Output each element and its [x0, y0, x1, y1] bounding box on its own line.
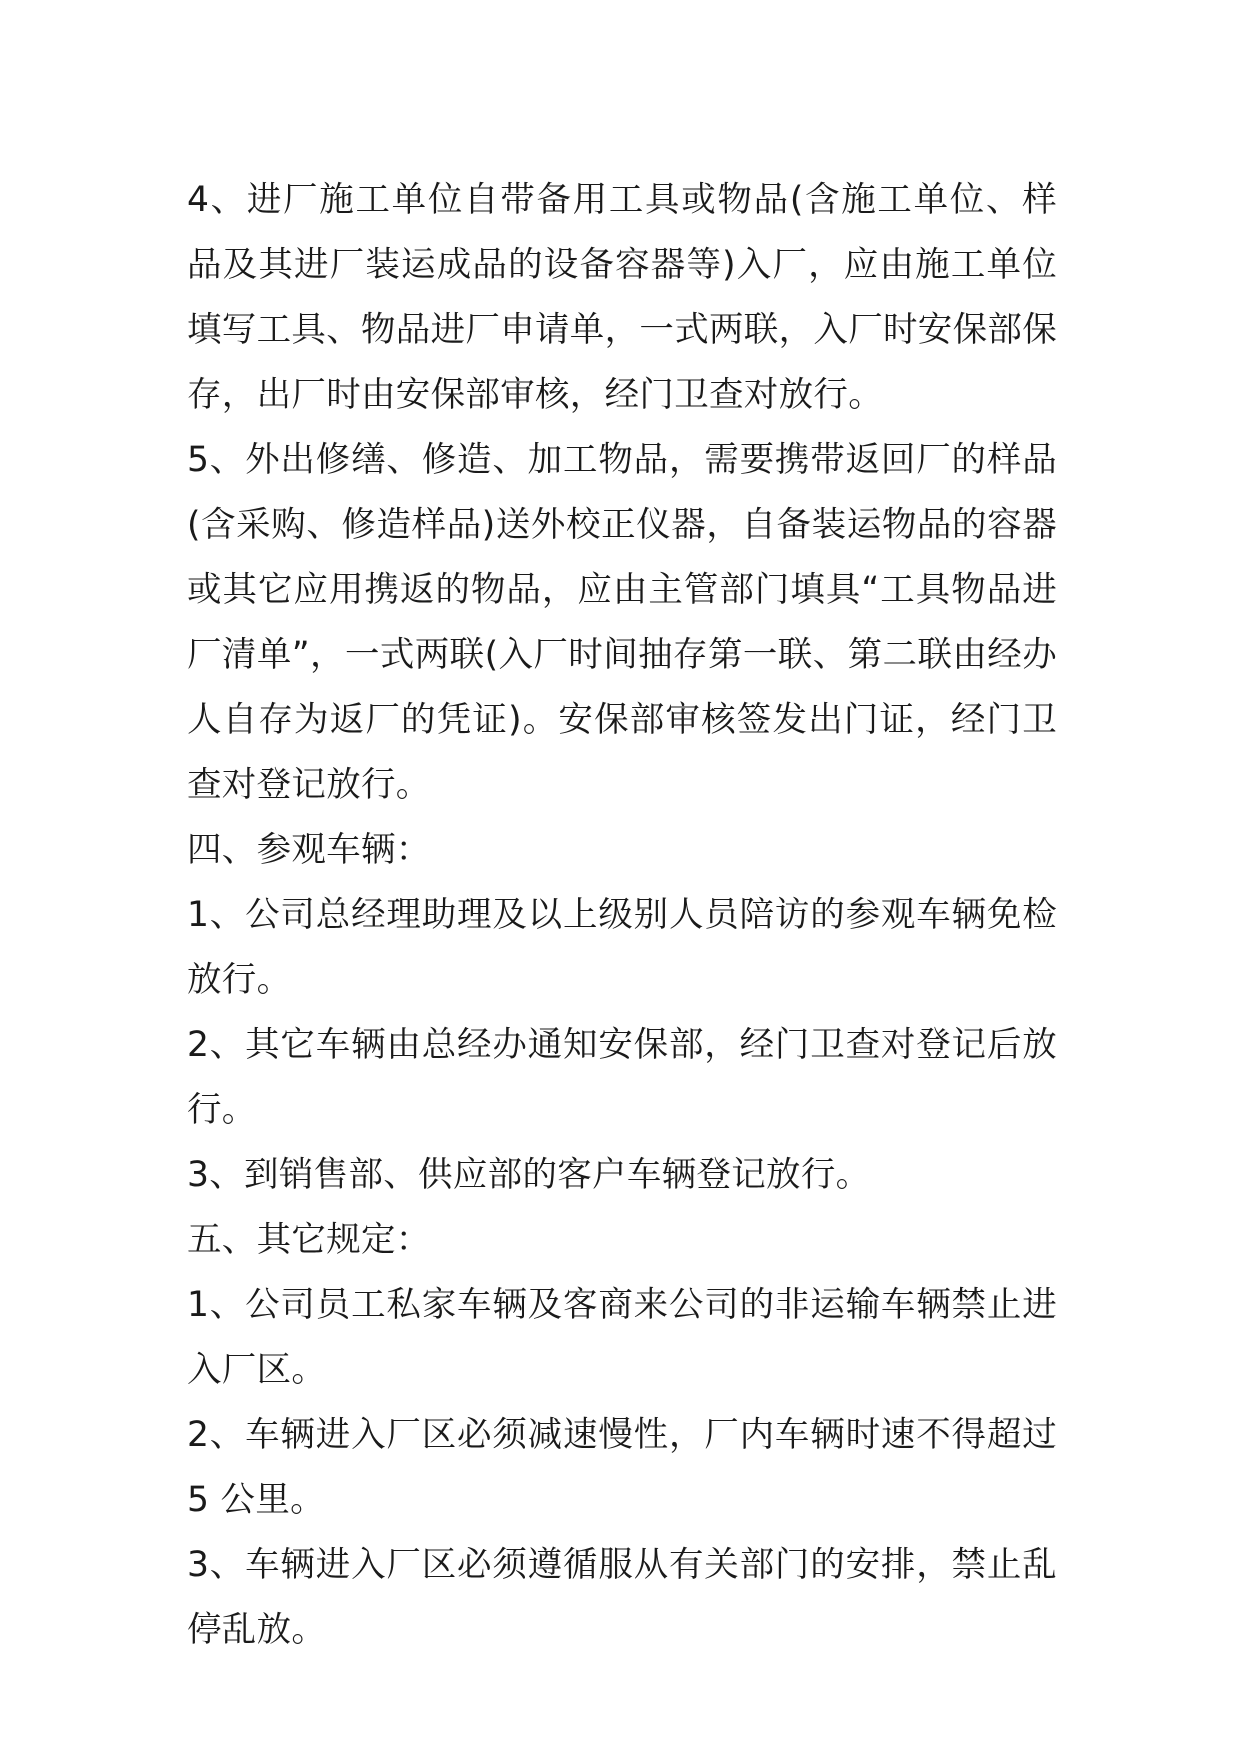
paragraph-visitor-2: 2、其它车辆由总经办通知安保部，经门卫查对登记后放行。 — [187, 1025, 1057, 1130]
section-heading-other-rules: 五、其它规定： — [187, 1220, 431, 1260]
paragraph-rule-2: 2、车辆进入厂区必须减速慢性，厂内车辆时速不得超过 5 公里。 — [187, 1415, 1057, 1520]
paragraph-item-5-repairs: 5、外出修缮、修造、加工物品，需要携带返回厂的样品(含采购、修造样品)送外校正仪器，自备装运物品的容器或其它应用携返的物品，应由主管部门填具“工具物品进厂清单”，一式两联(入厂时间抽存第一联、第二联由经办人自存为返厂的凭证)。安保部审核签发出门证，经门卫查对登记放行。 — [187, 440, 1057, 805]
paragraph-rule-1: 1、公司员工私家车辆及客商来公司的非运输车辆禁止进入厂区。 — [187, 1285, 1057, 1390]
paragraph-visitor-3: 3、到销售部、供应部的客户车辆登记放行。 — [187, 1155, 871, 1195]
paragraph-visitor-1: 1、公司总经理助理及以上级别人员陪访的参观车辆免检放行。 — [187, 895, 1057, 1000]
paragraph-rule-3: 3、车辆进入厂区必须遵循服从有关部门的安排，禁止乱停乱放。 — [187, 1545, 1057, 1650]
paragraph-item-4-tools: 4、进厂施工单位自带备用工具或物品(含施工单位、样品及其进厂装运成品的设备容器等)入厂，应由施工单位填写工具、物品进厂申请单，一式两联，入厂时安保部保存，出厂时由安保部审核，经门卫查对放行。 — [187, 180, 1057, 415]
document-body — [187, 168, 1057, 1663]
section-heading-visitor-vehicles: 四、参观车辆： — [187, 830, 431, 870]
